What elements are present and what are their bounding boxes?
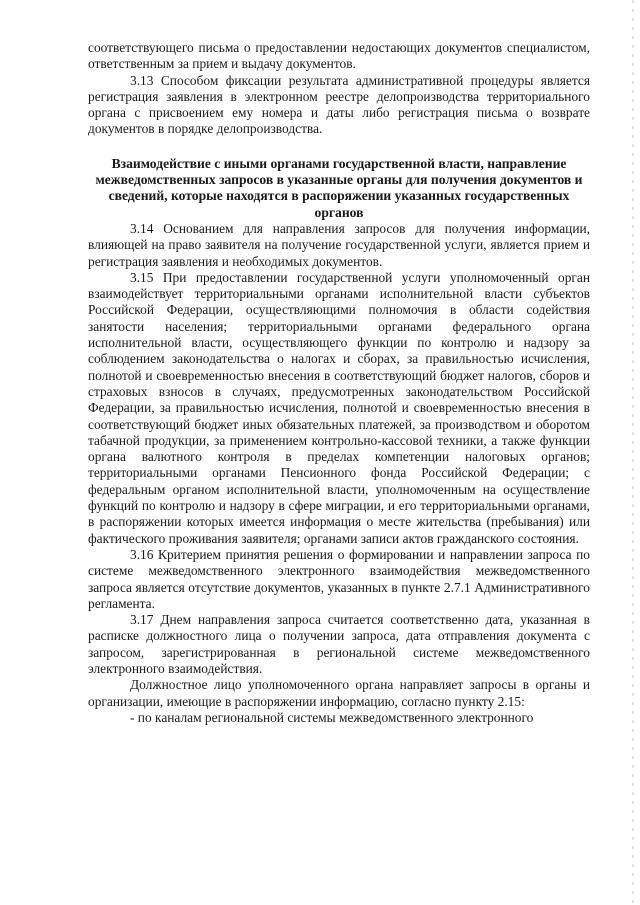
paragraph-3-13: 3.13 Способом фиксации результата административной процедуры является регистрация заявления в электронном реестре делопроизводства территориального органа с присвоением ему номера и даты либо регистрация письма о возврате документов в порядке делопроизводства. [88, 72, 590, 137]
paragraph-3-14: 3.14 Основанием для направления запросов для получения информации, влияющей на право заявителя на получение государственной услуги, является прием и регистрация заявления и необходимых документов. [88, 220, 590, 269]
scan-edge-artifact [632, 0, 634, 905]
paragraph-3-16: 3.16 Критерием принятия решения о формировании и направлении запроса по системе межведомственного электронного взаимодействия межведомственного запроса является отсутствие документов, указанных в пункте 2.7.1 Административного регламента. [88, 546, 590, 611]
section-heading: Взаимодействие с иными органами государственной власти, направление межведомственных запросов в указанные органы для получения документов и сведений, которые находятся в распоряжении указанных государственных органов [95, 155, 583, 220]
paragraph-continuation: соответствующего письма о предоставлении недостающих документов специалистом, ответственным за прием и выдачу документов. [88, 40, 590, 72]
list-item-regional-system: - по каналам региональной системы межведомственного электронного [130, 709, 534, 725]
paragraph-3-15: 3.15 При предоставлении государственной услуги уполномоченный орган взаимодействует территориальными органами исполнительной власти субъектов Российской Федерации, осуществляющими полномочия в области содействия занятости населения; территориальными органами федерального органа исполнительной власти, осуществляющего функции по контролю и надзору за соблюдением законодательства о налогах и сборах, за правильностью исчисления, полнотой и своевременностью внесения в соответствующий бюджет налогов, сборов и страховых взносов в случаях, предусмотренных законодательством Российской Федерации, за правильностью исчисления, полнотой и своевременностью внесения в соответствующий бюджет иных обязательных платежей, за производством и оборотом табачной продукции, за применением контрольно-кассовой техники, а также функции органа валютного контроля в пределах компетенции налоговых органов; территориальными органами Пенсионного фонда Российской Федерации; с федеральным органом исполнительной власти, уполномоченным на осуществление функций по контролю и надзору в сфере миграции, и его территориальными органами, в распоряжении которых имеется информация о месте жительства (пребывания) или фактического проживания заявителя; органами записи актов гражданского состояния. [88, 269, 590, 546]
paragraph-3-17: 3.17 Днем направления запроса считается соответственно дата, указанная в расписке должностного лица о получении запроса, дата отправления документа с запросом, зарегистрированная в региональной системе межведомственного электронного взаимодействия. [88, 612, 590, 676]
paragraph-official-requests: Должностное лицо уполномоченного органа направляет запросы в органы и организации, имеющие в распоряжении информацию, согласно пункту 2.15: [88, 677, 590, 709]
